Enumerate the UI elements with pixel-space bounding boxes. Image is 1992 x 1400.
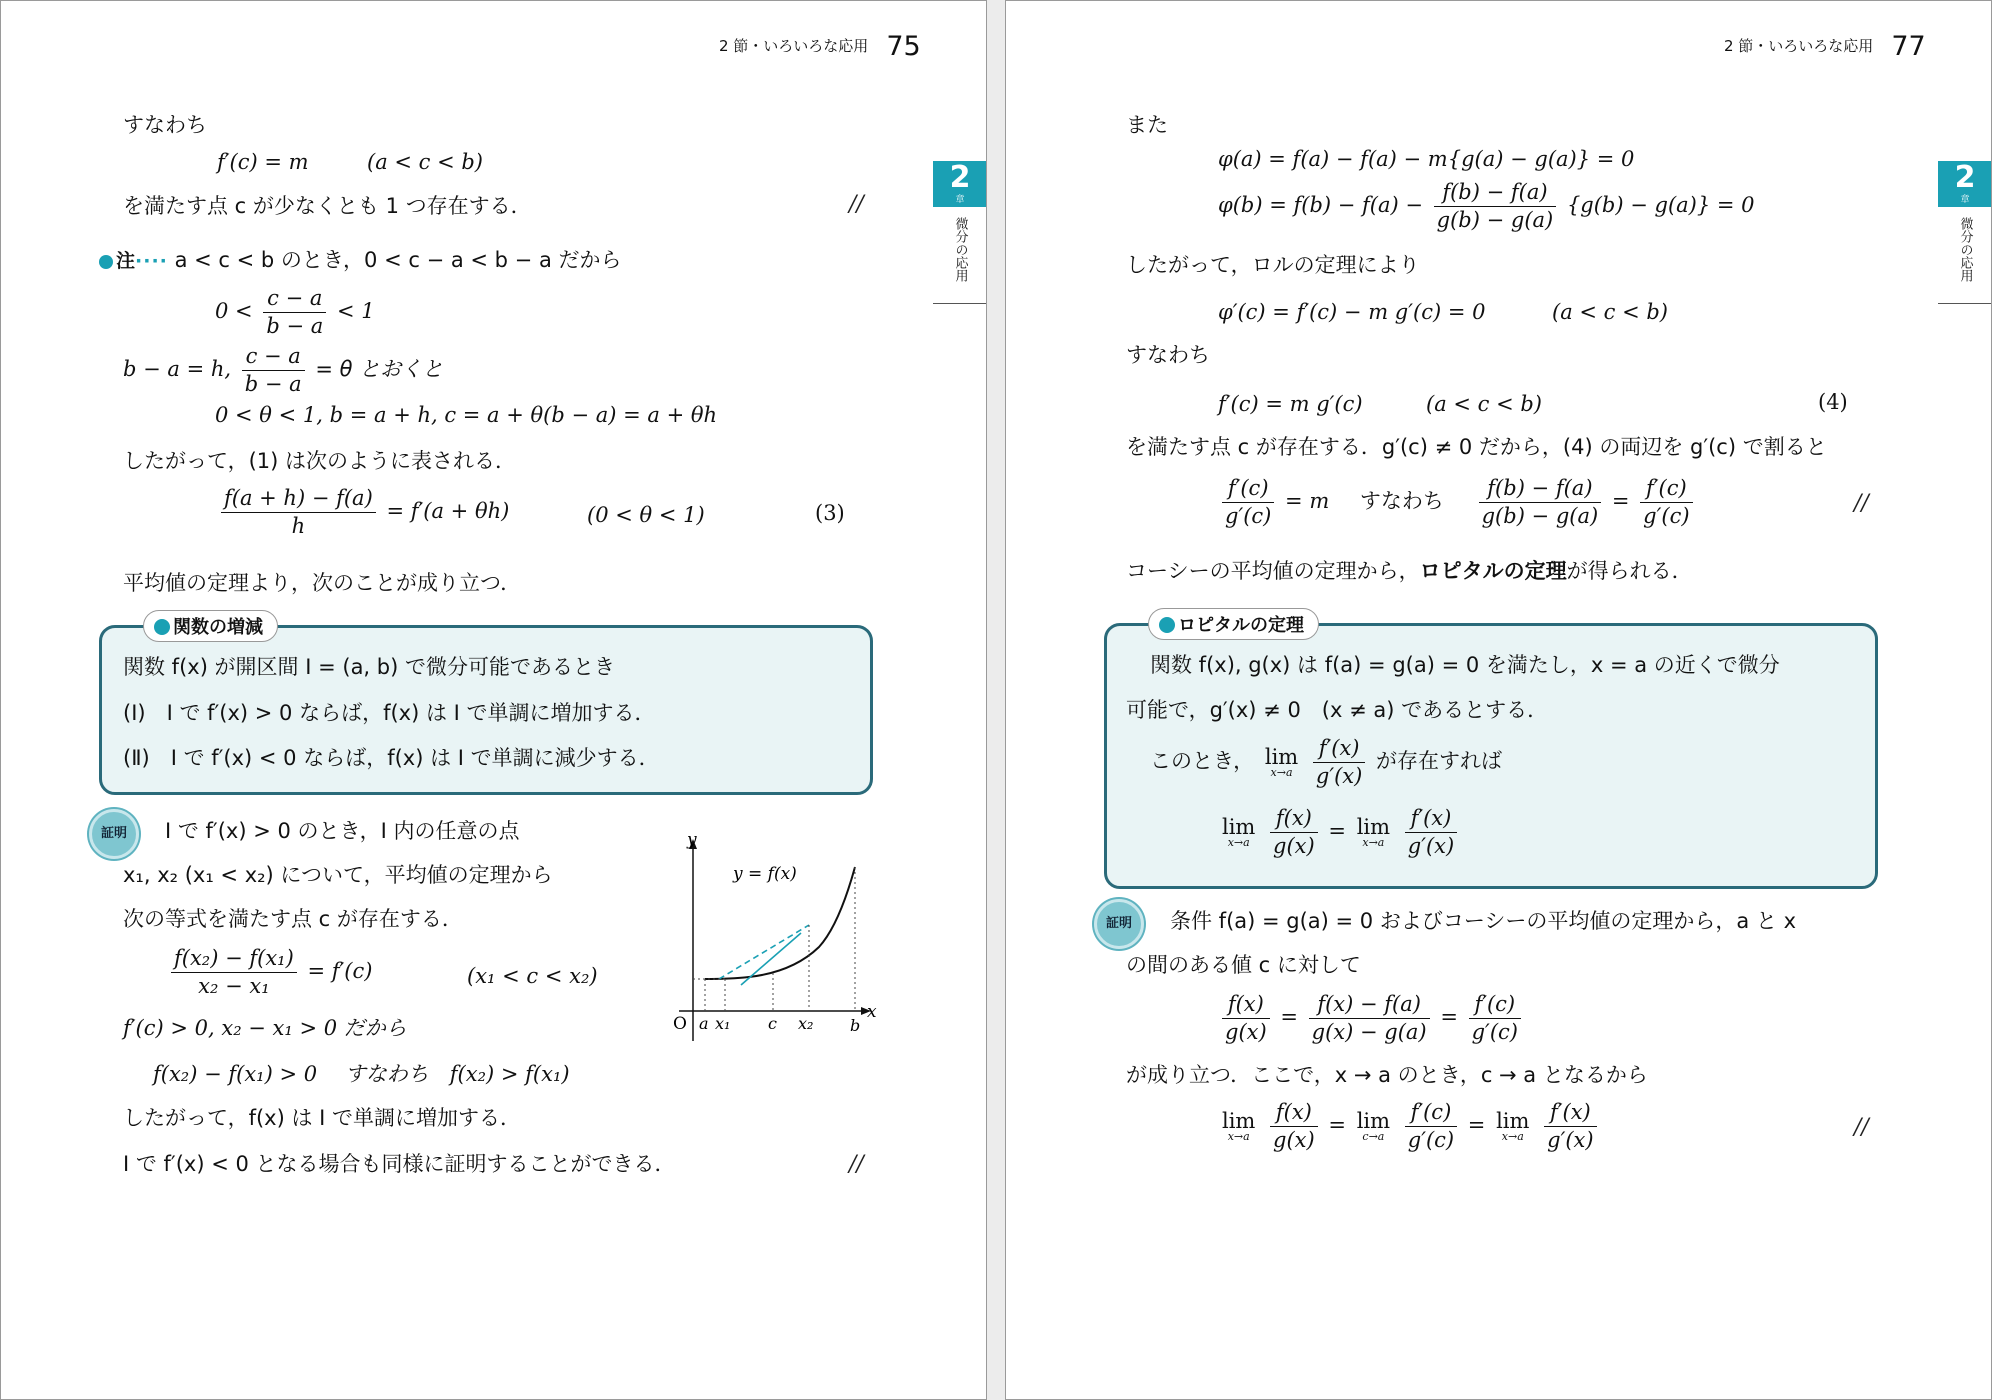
note-text: a < c < b のとき，0 < c − a < b − a だから: [174, 248, 622, 272]
proof-line: したがって，f(x) は I で単調に増加する．: [123, 1106, 522, 1130]
definition-line: b − a = h, $\frac{c - a}{b - a}$ = θ とおくと: [123, 344, 444, 396]
qed-mark: //: [1854, 1115, 1869, 1140]
note-label: 注: [116, 250, 136, 272]
lhopital-equation: lim x→a $\frac{f(x)}{g(x)}$ = lim x→a $\frac{f'(x)}{g'(x)}$: [1218, 805, 1461, 860]
text-line: を満たす点 c が少なくとも 1 つ存在する．: [123, 194, 532, 218]
text-line: したがって，(1) は次のように表される．: [123, 449, 517, 473]
equation-3: $\frac{f(a + h) - f(a)}{h}$ = f′(a + θh): [217, 485, 509, 540]
proof-line: 次の等式を満たす点 c が存在する．: [123, 907, 463, 931]
text-line: また: [1126, 113, 1168, 137]
tick-label: c: [768, 1014, 777, 1033]
text-line: すなわち: [123, 113, 207, 137]
box-title: ロピタルの定理: [1148, 608, 1319, 640]
equation-4: f′(c) = m g′(c): [1218, 392, 1363, 416]
proof-line: f(x₂) − f(x₁) > 0 すなわち f(x₂) > f(x₁): [153, 1062, 570, 1086]
quotient-equation: $\frac{f'(c)}{g'(c)}$ = m すなわち $\frac{f(b) - f(a)}{g(b) - g(a)}$ = $\frac{f'(c)}{g'(c)}$: [1218, 475, 1697, 530]
tangent-line: [741, 933, 801, 985]
proof-badge: 証明: [1094, 899, 1144, 949]
bullet-icon: [99, 255, 113, 269]
box-line: 可能で，g′(x) ≠ 0 (x ≠ a) であるとする．: [1126, 698, 1549, 722]
equation: φ′(c) = f′(c) − m g′(c) = 0: [1218, 300, 1486, 324]
proof-line: x₁, x₂ (x₁ < x₂) について，平均値の定理から: [123, 863, 553, 887]
page-number: 77: [1891, 31, 1926, 62]
text-line: したがって，ロルの定理により: [1126, 253, 1420, 277]
secant-line: [719, 925, 809, 979]
equation-condition: (a < c < b): [367, 150, 484, 174]
page-77: [1005, 0, 1992, 1400]
box-line: (Ⅱ) I で f′(x) < 0 ならば，f(x) は I で単調に減少する．: [123, 746, 660, 770]
origin-label: O: [673, 1014, 687, 1034]
text-line: コーシーの平均値の定理から，ロピタルの定理が得られる．: [1126, 559, 1693, 583]
chapter-title: 微分の応用: [952, 217, 968, 282]
proof-equation: $\frac{f(x)}{g(x)}$ = $\frac{f(x) - f(a)}{g(x) - g(a)}$ = $\frac{f'(c)}{g'(c)}$: [1218, 991, 1525, 1046]
qed-mark: //: [849, 1152, 864, 1177]
chapter-number: 2: [1954, 160, 1976, 195]
proof-line: 条件 f(a) = g(a) = 0 およびコーシーの平均値の定理から，a と x: [1170, 909, 1797, 933]
frac-denominator: b − a: [266, 314, 324, 338]
page-75: [0, 0, 987, 1400]
text-line: すなわち: [1126, 343, 1210, 367]
equation-condition: (0 < θ < 1): [587, 503, 705, 527]
proof-equation: lim x→a $\frac{f(x)}{g(x)}$ = lim c→a $\frac{f'(c)}{g'(c)}$ = lim x→a $\frac{f'(x)}{g'(x)}$: [1218, 1099, 1601, 1154]
qed-mark: //: [1854, 491, 1869, 516]
y-axis-label: y: [687, 830, 697, 850]
page-number: 75: [886, 31, 921, 62]
header-section: 2 節・いろいろな応用: [1724, 37, 1874, 55]
proof-line: の間のある値 c に対して: [1126, 953, 1361, 977]
equation-condition: (a < c < b): [1426, 392, 1543, 416]
note-line: [99, 246, 622, 275]
box-line: このとき， lim x→a $\frac{f'(x)}{g'(x)}$ が存在すれば: [1150, 736, 1503, 788]
tick-label: x₁: [715, 1014, 731, 1033]
page-header: [1724, 31, 1926, 62]
curve-label: y = f(x): [733, 864, 797, 884]
frac-numerator: c − a: [263, 285, 326, 313]
inequality: 0 < $\frac{c - a}{b - a}$ < 1: [215, 286, 375, 338]
function-graph: [669, 827, 879, 1047]
header-section: 2 節・いろいろな応用: [719, 37, 869, 55]
equation-number: (3): [815, 501, 845, 525]
equation-number: (4): [1818, 390, 1848, 414]
equation-condition: (x₁ < c < x₂): [467, 964, 598, 988]
x-axis-label: x: [867, 1002, 877, 1022]
equation-condition: (a < c < b): [1552, 300, 1669, 324]
equation: φ(a) = f(a) − f(a) − m{g(a) − g(a)} = 0: [1218, 147, 1635, 171]
tick-label: x₂: [798, 1014, 814, 1033]
theta-line: 0 < θ < 1, b = a + h, c = a + θ(b − a) = a + θh: [215, 403, 718, 427]
tick-label: b: [850, 1016, 861, 1035]
tick-label: a: [699, 1014, 709, 1033]
bullet-icon: [1159, 617, 1175, 633]
chapter-suffix: 章: [1960, 195, 1970, 205]
highlight-term: ロピタルの定理: [1419, 559, 1567, 583]
equation: φ(b) = f(b) − f(a) − $\frac{f(b) - f(a)}{g(b) - g(a)}$ {g(b) − g(a)} = 0: [1218, 180, 1755, 232]
chapter-tab: [933, 161, 987, 304]
note-dots: ····: [135, 250, 168, 272]
qed-mark: //: [849, 192, 864, 217]
chapter-suffix: 章: [955, 195, 965, 205]
box-title: 関数の増減: [143, 610, 278, 642]
box-line: 関数 f(x), g(x) は f(a) = g(a) = 0 を満たし，x = a の近くで微分: [1150, 653, 1780, 677]
proof-badge: 証明: [89, 809, 139, 859]
box-line: 関数 f(x) が開区間 I = (a, b) で微分可能であるとき: [123, 655, 615, 679]
proof-line: I で f′(x) < 0 となる場合も同様に証明することができる．: [123, 1152, 676, 1176]
chapter-number: 2: [949, 160, 971, 195]
text-line: を満たす点 c が存在する．g′(c) ≠ 0 だから，(4) の両辺を g′(c) で割ると: [1126, 435, 1827, 459]
bullet-icon: [154, 619, 170, 635]
proof-line: が成り立つ．ここで，x → a のとき，c → a となるから: [1126, 1063, 1648, 1087]
proof-line: f′(c) > 0, x₂ − x₁ > 0 だから: [123, 1016, 407, 1040]
page-header: [719, 31, 921, 62]
equation: f′(c) = m: [217, 150, 309, 174]
text-line: 平均値の定理より，次のことが成り立つ．: [123, 571, 522, 595]
proof-line: I で f′(x) > 0 のとき，I 内の任意の点: [165, 819, 520, 843]
box-line: (Ⅰ) I で f′(x) > 0 ならば，f(x) は I で単調に増加する．: [123, 701, 656, 725]
proof-equation: $\frac{\text{f(x₂) − f(x₁)}}{\text{x₂ − x₁}}$ = f′(c): [167, 945, 372, 1000]
chapter-tab: [1938, 161, 1992, 304]
chapter-title: 微分の応用: [1957, 217, 1973, 282]
